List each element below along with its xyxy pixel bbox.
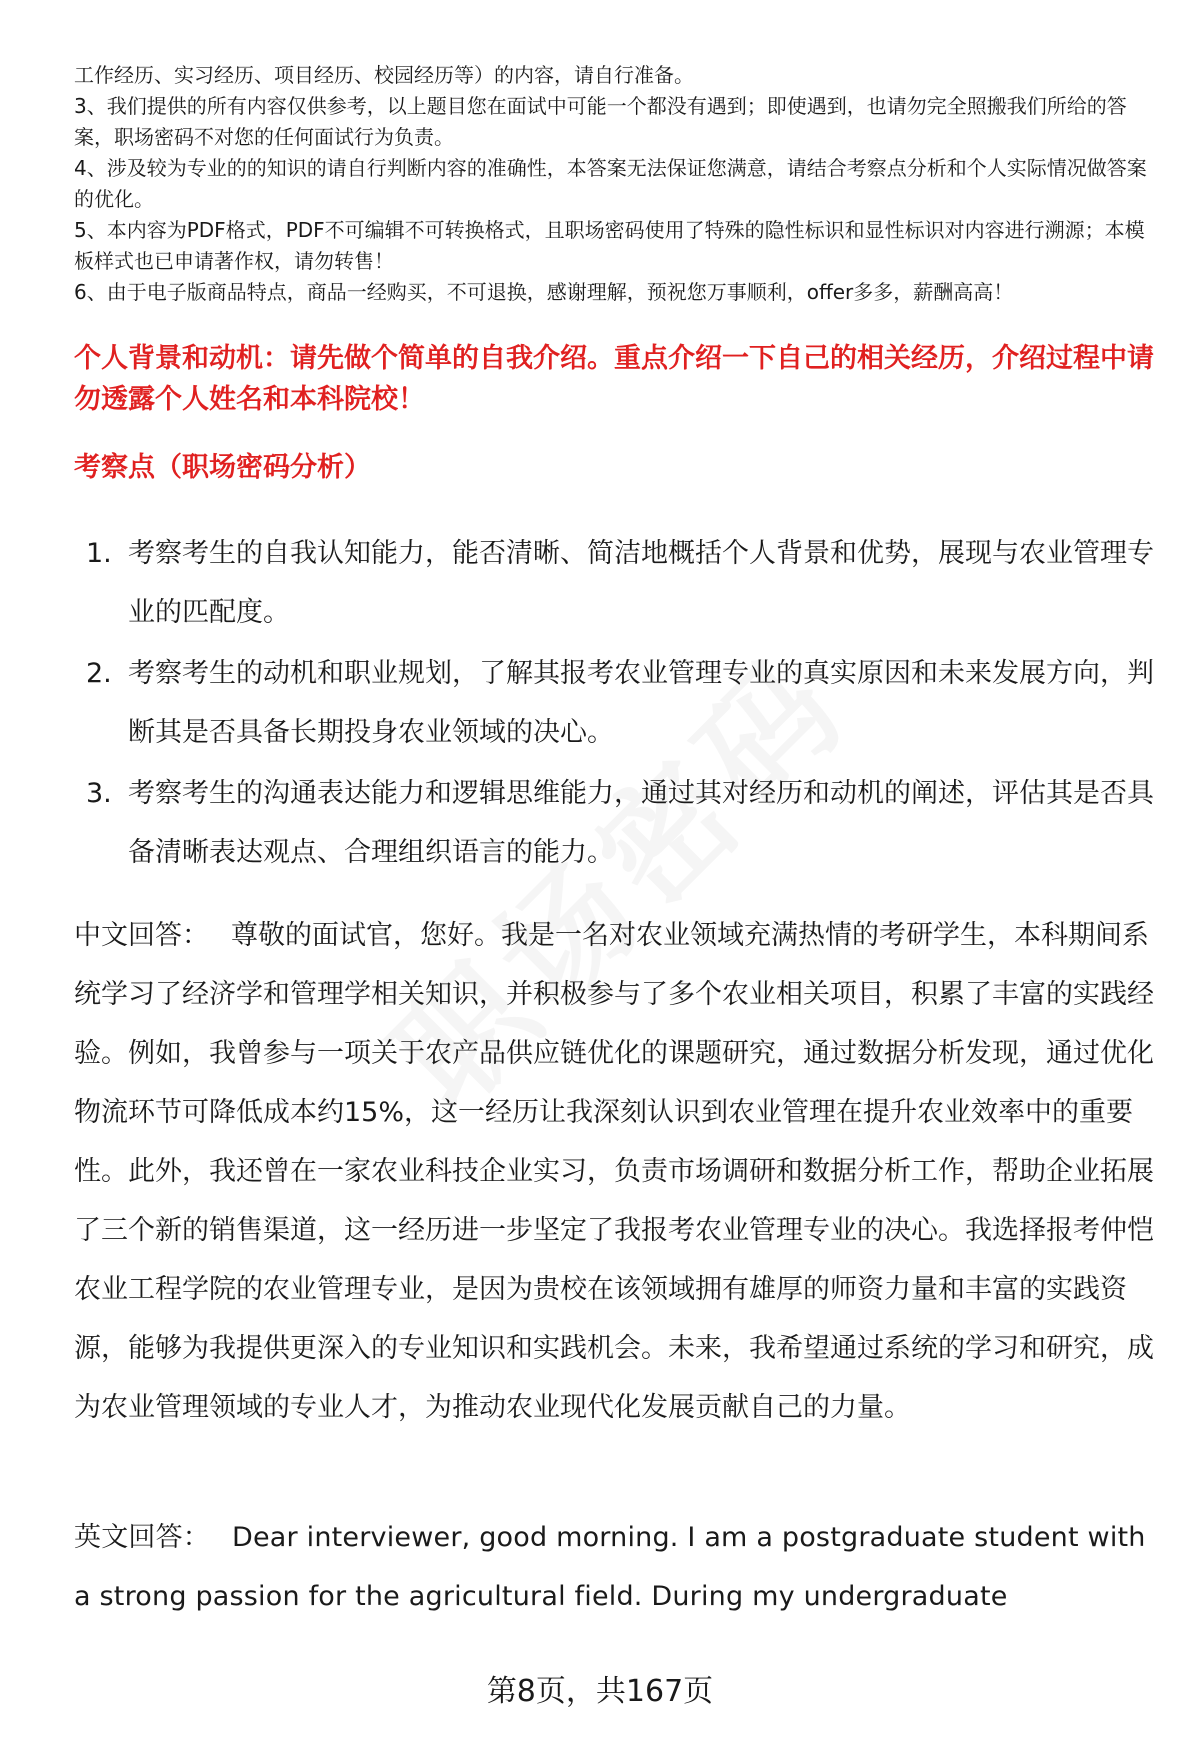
list-item bbox=[74, 764, 1164, 882]
list-item-number: 2. bbox=[86, 658, 112, 689]
english-answer-label: 英文回答： bbox=[74, 1522, 210, 1553]
analysis-heading: 考察点（职场密码分析） bbox=[74, 452, 371, 483]
question-heading: 个人背景和动机：请先做个简单的自我介绍。重点介绍一下自己的相关经历，介绍过程中请勿透露个人姓名和本科院校！ bbox=[74, 343, 1154, 415]
list-item-text: 考察考生的沟通表达能力和逻辑思维能力，通过其对经历和动机的阐述，评估其是否具备清晰表达观点、合理组织语言的能力。 bbox=[128, 778, 1154, 868]
english-answer bbox=[74, 1508, 1164, 1626]
page-number: 第8页，共167页 bbox=[486, 1674, 714, 1709]
chinese-answer-label: 中文回答： bbox=[74, 920, 209, 951]
list-item-number: 3. bbox=[86, 778, 112, 809]
note-line: 3、我们提供的所有内容仅供参考，以上题目您在面试中可能一个都没有遇到；即使遇到，也请勿完全照搬我们所给的答案，职场密码不对您的任何面试行为负责。 bbox=[74, 94, 1127, 149]
chinese-answer bbox=[74, 906, 1164, 1437]
note-line: 6、由于电子版商品特点，商品一经购买，不可退换，感谢理解，预祝您万事顺利，offer多多，薪酬高高！ bbox=[74, 280, 1014, 304]
list-item bbox=[74, 644, 1164, 762]
english-answer-text: Dear interviewer, good morning. I am a postgraduate student with a strong passion for the agricultural field. During my undergraduate bbox=[74, 1522, 1146, 1612]
list-item bbox=[74, 524, 1164, 642]
list-item-number: 1. bbox=[86, 538, 112, 569]
note-line: 工作经历、实习经历、项目经历、校园经历等）的内容，请自行准备。 bbox=[74, 63, 694, 87]
notes-block bbox=[74, 60, 1164, 308]
list-item-text: 考察考生的动机和职业规划，了解其报考农业管理专业的真实原因和未来发展方向，判断其是否具备长期投身农业领域的决心。 bbox=[128, 658, 1154, 748]
chinese-answer-text: 尊敬的面试官，您好。我是一名对农业领域充满热情的考研学生，本科期间系统学习了经济学和管理学相关知识，并积极参与了多个农业相关项目，积累了丰富的实践经验。例如，我曾参与一项关于农产品供应链优化的课题研究，通过数据分析发现，通过优化物流环节可降低成本约15%，这一经历让我深刻认识到农业管理在提升农业效率中的重要性。此外，我还曾在一家农业科技企业实习，负责市场调研和数据分析工作，帮助企业拓展了三个新的销售渠道，这一经历进一步坚定了我报考农业管理专业的决心。我选择报考仲恺农业工程学院的农业管理专业，是因为贵校在该领域拥有雄厚的师资力量和丰富的实践资源，能够为我提供更深入的专业知识和实践机会。未来，我希望通过系统的学习和研究，成为农业管理领域的专业人才，为推动农业现代化发展贡献自己的力量。 bbox=[74, 920, 1154, 1423]
analysis-points-list bbox=[74, 524, 1164, 884]
note-line: 5、本内容为PDF格式，PDF不可编辑不可转换格式，且职场密码使用了特殊的隐性标识和显性标识对内容进行溯源；本模板样式也已申请著作权，请勿转售！ bbox=[74, 218, 1145, 273]
note-line: 4、涉及较为专业的的知识的请自行判断内容的准确性，本答案无法保证您满意，请结合考察点分析和个人实际情况做答案的优化。 bbox=[74, 156, 1147, 211]
list-item-text: 考察考生的自我认知能力，能否清晰、简洁地概括个人背景和优势，展现与农业管理专业的匹配度。 bbox=[128, 538, 1154, 628]
